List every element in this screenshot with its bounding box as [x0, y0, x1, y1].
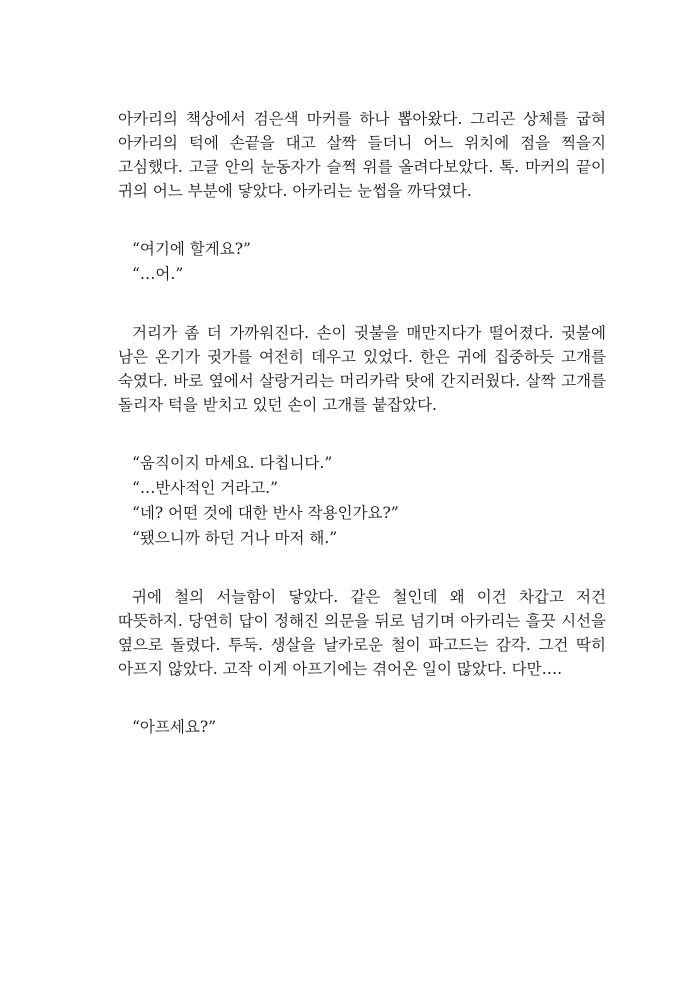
paragraph-gap	[118, 551, 606, 585]
paragraph-gap	[118, 417, 606, 451]
paragraph-2: 거리가 좀 더 가까워진다. 손이 귓불을 매만지다가 떨어졌다. 귓불에 남은 온기가 귓가를 여전히 데우고 있었다. 한은 귀에 집중하듯 고개를 숙였다. 바로 옆에서 살랑거리는 머리카락 탓에 간지러웠다. 살짝 고개를 돌리자 턱을 받치고 있던 손이 고개를 붙잡았다.	[118, 324, 606, 414]
paragraph-gap	[118, 287, 606, 321]
dialogue-line-3: “움직이지 마세요. 다칩니다.”	[132, 454, 333, 472]
paragraph-gap	[118, 203, 606, 237]
dialogue-line-5: “네? 어떤 것에 대한 반사 작용인가요?”	[132, 504, 399, 522]
paragraph-3: 귀에 철의 서늘함이 닿았다. 같은 철인데 왜 이건 차갑고 저건 따뜻하지. 당연히 답이 정해진 의문을 뒤로 넘기며 아카리는 흘끗 시선을 옆으로 돌렸다. 투둑. 생살을 날카로운 철이 파고드는 감각. 그건 딱히 아프지 않았다. 고작 이게 아프기에는 겪어온 일이 많았다. 다만….	[118, 588, 606, 678]
paragraph-gap	[118, 681, 606, 715]
paragraph-1: 아카리의 책상에서 검은색 마커를 하나 뽑아왔다. 그리곤 상체를 굽혀 아카리의 턱에 손끝을 대고 살짝 들더니 어느 위치에 점을 찍을지 고심했다. 고글 안의 눈동자가 슬쩍 위를 올려다보았다. 톡. 마커의 끝이 귀의 어느 부분에 닿았다. 아카리는 눈썹을 까닥였다.	[118, 110, 606, 200]
dialogue-line-4: “…반사적인 거라고.”	[132, 479, 279, 497]
dialogue-line-1: “여기에 할게요?”	[132, 240, 251, 258]
dialogue-line-2: “…어.”	[132, 265, 184, 283]
dialogue-line-7: “아프세요?”	[132, 718, 217, 736]
document-body	[118, 107, 606, 740]
dialogue-line-6: “됐으니까 하던 거나 마저 해.”	[132, 529, 338, 547]
